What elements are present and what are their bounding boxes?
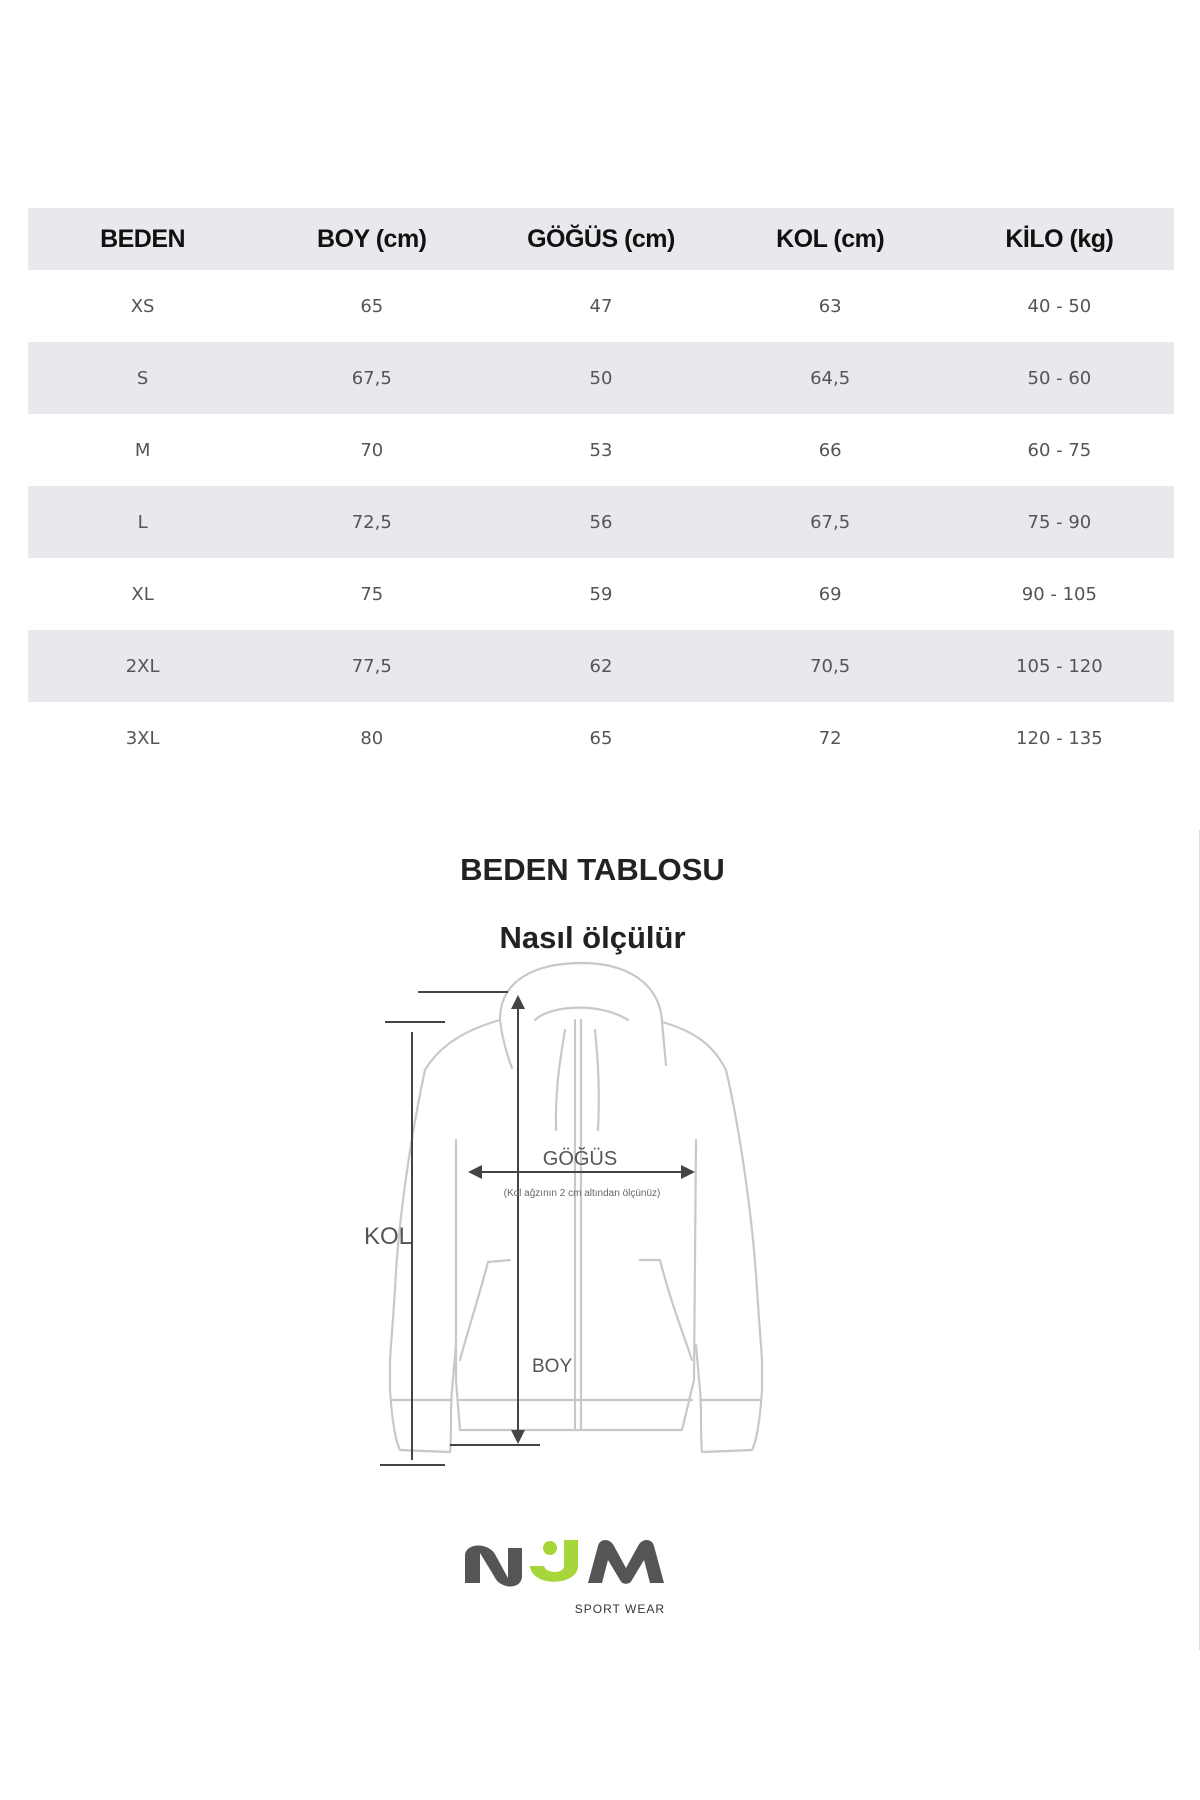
length-cell: 75 [360, 583, 384, 605]
size-table [28, 208, 1174, 774]
chest-cell: 59 [589, 583, 613, 605]
table-row [28, 414, 1174, 486]
length-cell: 65 [360, 295, 384, 317]
weight-cell: 75 - 90 [945, 486, 1174, 558]
chest-cell: 47 [589, 295, 613, 317]
size-cell: 2XL [28, 630, 257, 702]
chest-note: (Kol ağzının 2 cm altından ölçünüz) [503, 1188, 661, 1199]
size-cell: XL [131, 583, 154, 605]
sleeve-label: KOL [364, 1223, 413, 1250]
weight-cell: 50 - 60 [945, 342, 1174, 414]
section-title: BEDEN TABLOSU [460, 852, 725, 887]
sleeve-cell: 66 [818, 439, 842, 461]
weight-cell: 120 - 135 [1016, 727, 1103, 749]
sleeve-cell: 70,5 [716, 630, 945, 702]
length-cell: 80 [360, 727, 384, 749]
length-cell: 72,5 [257, 486, 486, 558]
weight-cell: 40 - 50 [1027, 295, 1092, 317]
column-header-boy: BOY (cm) [257, 208, 486, 270]
table-row [28, 702, 1174, 774]
table-row [28, 558, 1174, 630]
length-cell: 77,5 [257, 630, 486, 702]
chest-cell: 50 [486, 342, 715, 414]
size-cell: XS [130, 295, 155, 317]
size-cell: 3XL [125, 727, 160, 749]
table-row [28, 342, 1174, 414]
table-row [28, 630, 1174, 702]
table-row [28, 270, 1174, 342]
table-row [28, 486, 1174, 558]
weight-cell: 105 - 120 [945, 630, 1174, 702]
column-header-kol: KOL (cm) [716, 208, 945, 270]
column-header-beden: BEDEN [28, 208, 257, 270]
length-cell: 70 [360, 439, 384, 461]
weight-cell: 60 - 75 [1027, 439, 1092, 461]
hoodie-measurement-diagram [360, 960, 840, 1490]
measurement-lines [380, 992, 688, 1465]
sleeve-cell: 69 [818, 583, 842, 605]
size-cell: L [28, 486, 257, 558]
section-subtitle: Nasıl ölçülür [499, 920, 686, 955]
chest-label: GÖĞÜS [542, 1148, 618, 1170]
hoodie-outline [390, 963, 762, 1452]
sleeve-cell: 64,5 [716, 342, 945, 414]
sleeve-cell: 63 [818, 295, 842, 317]
chest-cell: 65 [589, 727, 613, 749]
brand-logo [460, 1528, 730, 1628]
size-cell: S [28, 342, 257, 414]
brand-tagline: SPORT WEAR [574, 1602, 665, 1616]
table-header-row [28, 208, 1174, 270]
length-cell: 67,5 [257, 342, 486, 414]
column-header-gogus: GÖĞÜS (cm) [486, 208, 715, 270]
chest-cell: 62 [486, 630, 715, 702]
column-header-kilo: KİLO (kg) [945, 208, 1174, 270]
sleeve-cell: 67,5 [716, 486, 945, 558]
sleeve-cell: 72 [818, 727, 842, 749]
chest-cell: 56 [486, 486, 715, 558]
size-cell: M [134, 439, 151, 461]
chest-cell: 53 [589, 439, 613, 461]
length-label: BOY [532, 1356, 573, 1377]
weight-cell: 90 - 105 [1021, 583, 1097, 605]
